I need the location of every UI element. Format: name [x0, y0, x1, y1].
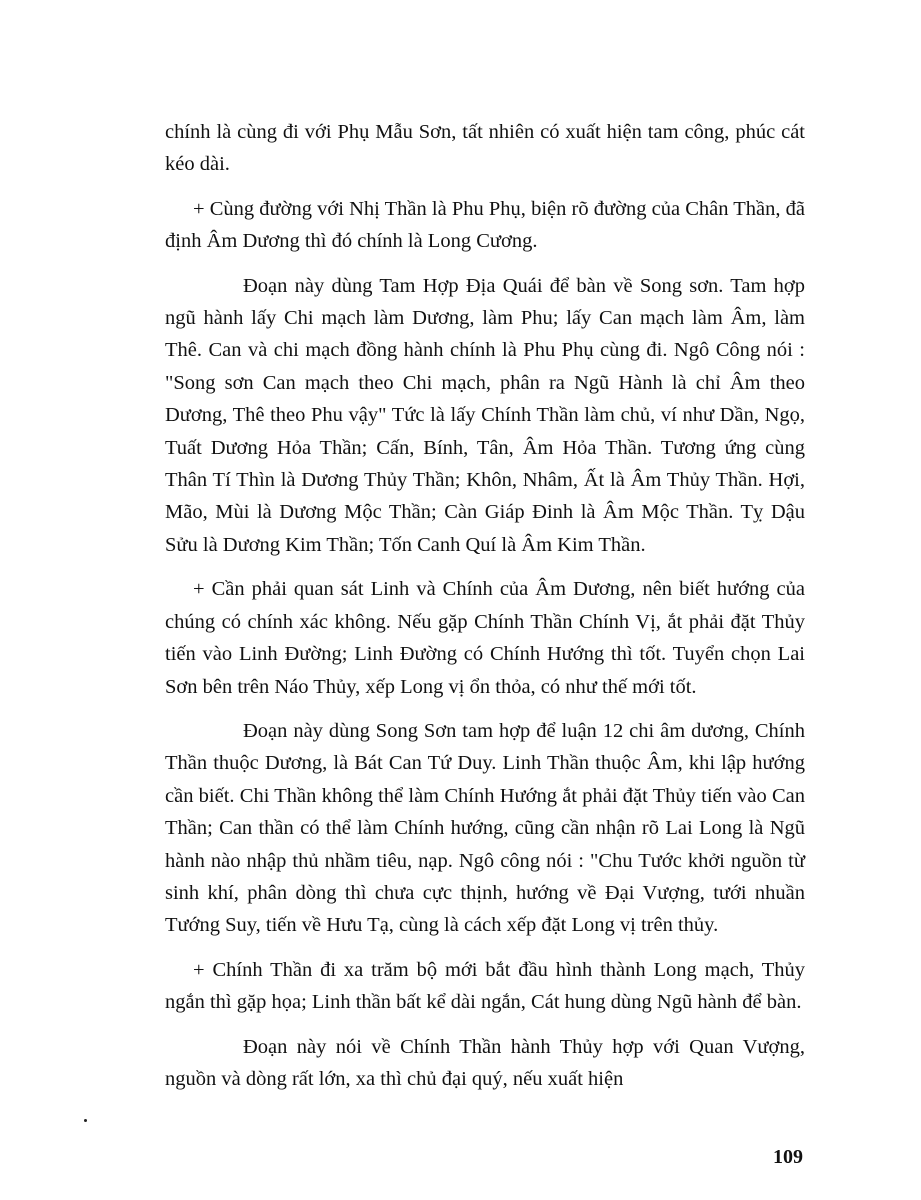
page-body [165, 116, 805, 1107]
paragraph-plus-long-cuong: + Cùng đường với Nhị Thần là Phu Phụ, biện rõ đường của Chân Thần, đã định Âm Dương thì đó chính là Long Cương. [165, 197, 805, 253]
paragraph-quan-vuong: Đoạn này nói về Chính Thần hành Thủy hợp với Quan Vượng, nguồn và dòng rất lớn, xa thì chủ đại quý, nếu xuất hiện [165, 1035, 805, 1090]
paragraph-plus-linh-chinh: + Cần phải quan sát Linh và Chính của Âm Dương, nên biết hướng của chúng có chính xác không. Nếu gặp Chính Thần Chính Vị, ắt phải đặt Thủy tiến vào Linh Đường; Linh Đường có Chính Hướng thì tốt. Tuyển chọn Lai Sơn bên trên Náo Thủy, xếp Long vị ổn thỏa, có như thế mới tốt. [165, 578, 805, 698]
paragraph-continuation: chính là cùng đi với Phụ Mẫu Sơn, tất nhiên có xuất hiện tam công, phúc cát kéo dài. [165, 121, 805, 176]
paragraph-song-son: Đoạn này dùng Song Sơn tam hợp để luận 12 chi âm dương, Chính Thần thuộc Dương, là Bát Can Tứ Duy. Linh Thần thuộc Âm, khi lập hướng cần biết. Chi Thần không thể làm Chính Hướng ắt phải đặt Thủy tiến vào Can Thần; Can thần có thể làm Chính hướng, cũng cần nhận rõ Lai Long là Ngũ hành nào nhập thủ nhầm tiêu, nạp. Ngô công nói : "Chu Tước khởi nguồn từ sinh khí, phân dòng thì chưa cực thịnh, hướng về Đại Vượng, tưới nhuần Tướng Suy, tiến về Hưu Tạ, cùng là cách xếp đặt Long vị trên thủy. [165, 719, 805, 937]
page-number: 109 [773, 1146, 803, 1168]
paragraph-plus-chinh-than: + Chính Thần đi xa trăm bộ mới bắt đầu hình thành Long mạch, Thủy ngắn thì gặp họa; Linh thần bất kể dài ngắn, Cát hung dùng Ngũ hành để bàn. [165, 958, 805, 1014]
paragraph-tam-hop: Đoạn này dùng Tam Hợp Địa Quái để bàn về Song sơn. Tam hợp ngũ hành lấy Chi mạch làm Dương, làm Phu; lấy Can mạch làm Âm, làm Thê. Can và chi mạch đồng hành chính là Phu Phụ cùng đi. Ngô Công nói : "Song sơn Can mạch theo Chi mạch, phân ra Ngũ Hành là chỉ Âm theo Dương, Thê theo Phu vậy" Tức là lấy Chính Thần làm chủ, ví như Dần, Ngọ, Tuất Dương Hỏa Thần; Cấn, Bính, Tân, Âm Hỏa Thần. Tương ứng cùng Thân Tí Thìn là Dương Thủy Thần; Khôn, Nhâm, Ất là Âm Thủy Thần. Hợi, Mão, Mùi là Dương Mộc Thần; Càn Giáp Đinh là Âm Mộc Thần. Tỵ Dậu Sửu là Dương Kim Thần; Tốn Canh Quí là Âm Kim Thần. [165, 274, 805, 556]
scan-speck [84, 1119, 87, 1122]
